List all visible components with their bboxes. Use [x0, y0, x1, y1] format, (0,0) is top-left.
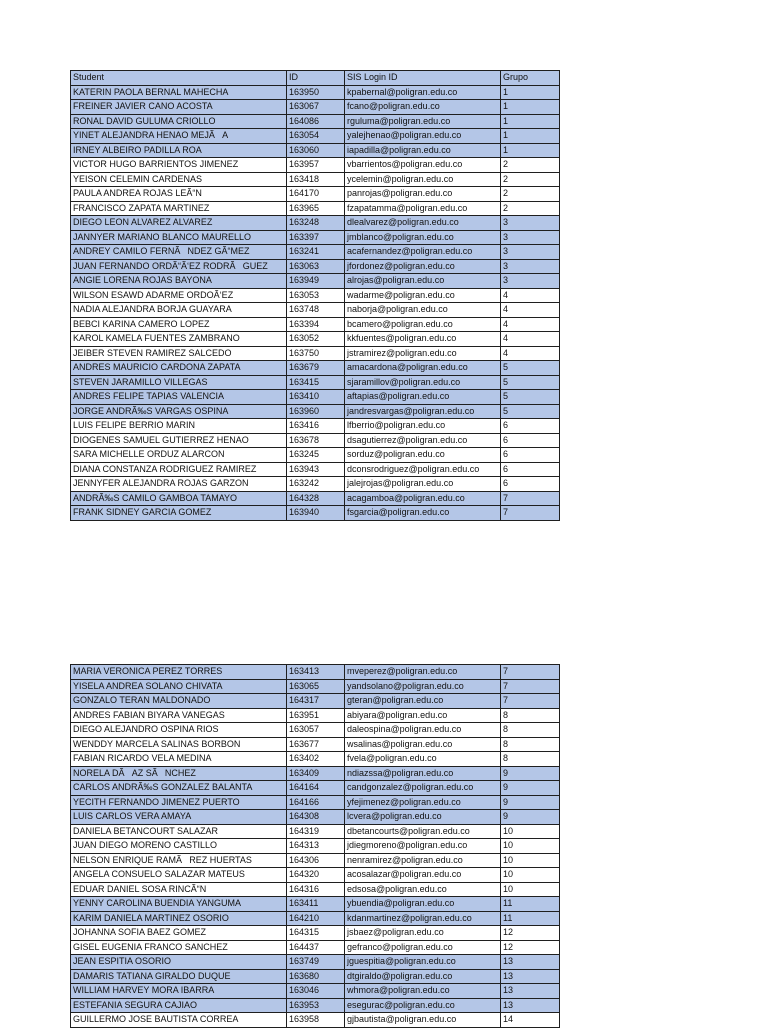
sis-login-cell: ndiazssa@poligran.edu.co	[345, 766, 501, 781]
student-name-cell: MARIA VERONICA PEREZ TORRES	[71, 665, 287, 680]
student-id-cell: 163951	[287, 708, 345, 723]
header-id: ID	[287, 71, 345, 86]
table-row	[71, 346, 560, 361]
student-name-cell: JOHANNA SOFIA BAEZ GOMEZ	[71, 926, 287, 941]
student-name-cell: LUIS FELIPE BERRIO MARIN	[71, 419, 287, 434]
grupo-cell: 1	[501, 85, 560, 100]
table-row	[71, 882, 560, 897]
student-id-cell: 163943	[287, 462, 345, 477]
grupo-cell: 14	[501, 1013, 560, 1028]
grupo-cell: 13	[501, 998, 560, 1013]
grupo-cell: 3	[501, 259, 560, 274]
student-name-cell: GISEL EUGENIA FRANCO SANCHEZ	[71, 940, 287, 955]
sis-login-cell: whmora@poligran.edu.co	[345, 984, 501, 999]
student-name-cell: DANIELA BETANCOURT SALAZAR	[71, 824, 287, 839]
student-id-cell: 164317	[287, 694, 345, 709]
student-name-cell: FRANCISCO ZAPATA MARTINEZ	[71, 201, 287, 216]
student-name-cell: GONZALO TERAN MALDONADO	[71, 694, 287, 709]
student-name-cell: DIEGO ALEJANDRO OSPINA RIOS	[71, 723, 287, 738]
sis-login-cell: jfordonez@poligran.edu.co	[345, 259, 501, 274]
student-name-cell: WILLIAM HARVEY MORA IBARRA	[71, 984, 287, 999]
table-row	[71, 766, 560, 781]
student-name-cell: EDUAR DANIEL SOSA RINCÃ“N	[71, 882, 287, 897]
table-row	[71, 810, 560, 825]
student-name-cell: DAMARIS TATIANA GIRALDO DUQUE	[71, 969, 287, 984]
table-row	[71, 491, 560, 506]
sis-login-cell: fvela@poligran.edu.co	[345, 752, 501, 767]
sis-login-cell: alrojas@poligran.edu.co	[345, 274, 501, 289]
roster-table-1	[70, 70, 560, 521]
table-row	[71, 462, 560, 477]
student-id-cell: 163245	[287, 448, 345, 463]
table-row	[71, 259, 560, 274]
student-id-cell: 163409	[287, 766, 345, 781]
student-name-cell: NORELA DÃAZ SÃNCHEZ	[71, 766, 287, 781]
student-id-cell: 163749	[287, 955, 345, 970]
student-name-cell: IRNEY ALBEIRO PADILLA ROA	[71, 143, 287, 158]
table-row	[71, 361, 560, 376]
student-name-cell: KATERIN PAOLA BERNAL MAHECHA	[71, 85, 287, 100]
sis-login-cell: jstramirez@poligran.edu.co	[345, 346, 501, 361]
grupo-cell: 2	[501, 158, 560, 173]
grupo-cell: 9	[501, 810, 560, 825]
grupo-cell: 2	[501, 187, 560, 202]
table-row	[71, 1013, 560, 1028]
table-row	[71, 404, 560, 419]
student-name-cell: YENNY CAROLINA BUENDIA YANGUMA	[71, 897, 287, 912]
student-name-cell: JUAN FERNANDO ORDÃ“Ã‘EZ RODRÃGUEZ	[71, 259, 287, 274]
student-name-cell: SARA MICHELLE ORDUZ ALARCON	[71, 448, 287, 463]
table-row	[71, 926, 560, 941]
table-row	[71, 477, 560, 492]
student-name-cell: STEVEN JARAMILLO VILLEGAS	[71, 375, 287, 390]
grupo-cell: 10	[501, 868, 560, 883]
grupo-cell: 7	[501, 665, 560, 680]
table-row	[71, 665, 560, 680]
student-id-cell: 163965	[287, 201, 345, 216]
sis-login-cell: jsbaez@poligran.edu.co	[345, 926, 501, 941]
student-name-cell: JUAN DIEGO MORENO CASTILLO	[71, 839, 287, 854]
table-row	[71, 708, 560, 723]
table-row	[71, 187, 560, 202]
sis-login-cell: acagamboa@poligran.edu.co	[345, 491, 501, 506]
grupo-cell: 10	[501, 824, 560, 839]
sis-login-cell: aftapias@poligran.edu.co	[345, 390, 501, 405]
sis-login-cell: dtgiraldo@poligran.edu.co	[345, 969, 501, 984]
student-id-cell: 163060	[287, 143, 345, 158]
grupo-cell: 4	[501, 317, 560, 332]
table-row	[71, 723, 560, 738]
student-id-cell: 163953	[287, 998, 345, 1013]
student-name-cell: NELSON ENRIQUE RAMÃREZ HUERTAS	[71, 853, 287, 868]
student-id-cell: 163418	[287, 172, 345, 187]
grupo-cell: 9	[501, 795, 560, 810]
table-row	[71, 172, 560, 187]
table-row	[71, 274, 560, 289]
sis-login-cell: jandresvargas@poligran.edu.co	[345, 404, 501, 419]
student-id-cell: 163242	[287, 477, 345, 492]
student-name-cell: JORGE ANDRÃ‰S VARGAS OSPINA	[71, 404, 287, 419]
grupo-cell: 12	[501, 926, 560, 941]
sis-login-cell: naborja@poligran.edu.co	[345, 303, 501, 318]
grupo-cell: 4	[501, 303, 560, 318]
sis-login-cell: lcvera@poligran.edu.co	[345, 810, 501, 825]
student-name-cell: RONAL DAVID GULUMA CRIOLLO	[71, 114, 287, 129]
student-name-cell: ANDRES MAURICIO CARDONA ZAPATA	[71, 361, 287, 376]
student-id-cell: 164210	[287, 911, 345, 926]
grupo-cell: 5	[501, 404, 560, 419]
student-name-cell: ANDRES FABIAN BIYARA VANEGAS	[71, 708, 287, 723]
student-id-cell: 163053	[287, 288, 345, 303]
student-name-cell: ANDRÃ‰S CAMILO GAMBOA TAMAYO	[71, 491, 287, 506]
sis-login-cell: esegurac@poligran.edu.co	[345, 998, 501, 1013]
student-id-cell: 163046	[287, 984, 345, 999]
student-id-cell: 164306	[287, 853, 345, 868]
table-row	[71, 216, 560, 231]
grupo-cell: 8	[501, 708, 560, 723]
grupo-cell: 3	[501, 274, 560, 289]
grupo-cell: 11	[501, 911, 560, 926]
student-name-cell: KAROL KAMELA FUENTES ZAMBRANO	[71, 332, 287, 347]
grupo-cell: 7	[501, 694, 560, 709]
student-id-cell: 163748	[287, 303, 345, 318]
student-id-cell: 163957	[287, 158, 345, 173]
sis-login-cell: vbarrientos@poligran.edu.co	[345, 158, 501, 173]
student-name-cell: PAULA ANDREA ROJAS LEÃ“N	[71, 187, 287, 202]
student-id-cell: 163960	[287, 404, 345, 419]
student-id-cell: 164086	[287, 114, 345, 129]
student-name-cell: FABIAN RICARDO VELA MEDINA	[71, 752, 287, 767]
grupo-cell: 2	[501, 201, 560, 216]
student-id-cell: 163949	[287, 274, 345, 289]
grupo-cell: 3	[501, 245, 560, 260]
grupo-cell: 7	[501, 679, 560, 694]
sis-login-cell: sjaramillov@poligran.edu.co	[345, 375, 501, 390]
student-name-cell: DIEGO LEON ALVAREZ ALVAREZ	[71, 216, 287, 231]
table-row	[71, 288, 560, 303]
table-row	[71, 245, 560, 260]
table-row	[71, 303, 560, 318]
table-row	[71, 839, 560, 854]
table-row	[71, 332, 560, 347]
grupo-cell: 11	[501, 897, 560, 912]
student-name-cell: GUILLERMO JOSE BAUTISTA CORREA	[71, 1013, 287, 1028]
table-row	[71, 955, 560, 970]
sis-login-cell: ycelemin@poligran.edu.co	[345, 172, 501, 187]
student-name-cell: JANNYER MARIANO BLANCO MAURELLO	[71, 230, 287, 245]
grupo-cell: 7	[501, 506, 560, 521]
student-name-cell: FREINER JAVIER CANO ACOSTA	[71, 100, 287, 115]
student-name-cell: BEBCI KARINA CAMERO LOPEZ	[71, 317, 287, 332]
student-id-cell: 163054	[287, 129, 345, 144]
student-id-cell: 164308	[287, 810, 345, 825]
sis-login-cell: yfejimenez@poligran.edu.co	[345, 795, 501, 810]
table-row	[71, 824, 560, 839]
grupo-cell: 8	[501, 737, 560, 752]
grupo-cell: 10	[501, 839, 560, 854]
student-name-cell: YISELA ANDREA SOLANO CHIVATA	[71, 679, 287, 694]
student-id-cell: 163052	[287, 332, 345, 347]
student-id-cell: 163410	[287, 390, 345, 405]
sis-login-cell: amacardona@poligran.edu.co	[345, 361, 501, 376]
grupo-cell: 1	[501, 129, 560, 144]
grupo-cell: 5	[501, 361, 560, 376]
student-id-cell: 163680	[287, 969, 345, 984]
student-name-cell: VICTOR HUGO BARRIENTOS JIMENEZ	[71, 158, 287, 173]
grupo-cell: 4	[501, 332, 560, 347]
sis-login-cell: daleospina@poligran.edu.co	[345, 723, 501, 738]
student-name-cell: YECITH FERNANDO JIMENEZ PUERTO	[71, 795, 287, 810]
table-row	[71, 984, 560, 999]
table-row	[71, 114, 560, 129]
grupo-cell: 1	[501, 143, 560, 158]
student-name-cell: ANGELA CONSUELO SALAZAR MATEUS	[71, 868, 287, 883]
student-name-cell: ANDRES FELIPE TAPIAS VALENCIA	[71, 390, 287, 405]
table-row	[71, 911, 560, 926]
student-name-cell: ANDREY CAMILO FERNÃNDEZ GÃ“MEZ	[71, 245, 287, 260]
table-row	[71, 679, 560, 694]
sis-login-cell: jalejrojas@poligran.edu.co	[345, 477, 501, 492]
grupo-cell: 1	[501, 114, 560, 129]
sis-login-cell: jguespitia@poligran.edu.co	[345, 955, 501, 970]
grupo-cell: 10	[501, 882, 560, 897]
table-row	[71, 419, 560, 434]
grupo-cell: 5	[501, 390, 560, 405]
sis-login-cell: candgonzalez@poligran.edu.co	[345, 781, 501, 796]
grupo-cell: 6	[501, 448, 560, 463]
sis-login-cell: fsgarcia@poligran.edu.co	[345, 506, 501, 521]
student-id-cell: 164170	[287, 187, 345, 202]
table-row	[71, 853, 560, 868]
sis-login-cell: edsosa@poligran.edu.co	[345, 882, 501, 897]
student-id-cell: 163411	[287, 897, 345, 912]
student-id-cell: 163248	[287, 216, 345, 231]
table-row	[71, 998, 560, 1013]
sis-login-cell: kdanmartinez@poligran.edu.co	[345, 911, 501, 926]
sis-login-cell: gefranco@poligran.edu.co	[345, 940, 501, 955]
sis-login-cell: acosalazar@poligran.edu.co	[345, 868, 501, 883]
student-name-cell: JEIBER STEVEN RAMIREZ SALCEDO	[71, 346, 287, 361]
table-row	[71, 940, 560, 955]
student-id-cell: 163958	[287, 1013, 345, 1028]
student-id-cell: 163416	[287, 419, 345, 434]
grupo-cell: 9	[501, 781, 560, 796]
student-id-cell: 163402	[287, 752, 345, 767]
table-row	[71, 506, 560, 521]
table-row	[71, 897, 560, 912]
table-row	[71, 448, 560, 463]
student-name-cell: KARIM DANIELA MARTINEZ OSORIO	[71, 911, 287, 926]
grupo-cell: 9	[501, 766, 560, 781]
sis-login-cell: dlealvarez@poligran.edu.co	[345, 216, 501, 231]
sis-login-cell: nenramirez@poligran.edu.co	[345, 853, 501, 868]
sis-login-cell: kkfuentes@poligran.edu.co	[345, 332, 501, 347]
table-row	[71, 737, 560, 752]
student-id-cell: 163397	[287, 230, 345, 245]
table-row	[71, 375, 560, 390]
sis-login-cell: wsalinas@poligran.edu.co	[345, 737, 501, 752]
grupo-cell: 6	[501, 433, 560, 448]
grupo-cell: 4	[501, 346, 560, 361]
sis-login-cell: gteran@poligran.edu.co	[345, 694, 501, 709]
header-row	[71, 71, 560, 86]
grupo-cell: 3	[501, 230, 560, 245]
sis-login-cell: wadarme@poligran.edu.co	[345, 288, 501, 303]
student-id-cell: 164315	[287, 926, 345, 941]
sis-login-cell: abiyara@poligran.edu.co	[345, 708, 501, 723]
table-row	[71, 100, 560, 115]
table-row	[71, 129, 560, 144]
table-row	[71, 317, 560, 332]
table-row	[71, 143, 560, 158]
student-id-cell: 163241	[287, 245, 345, 260]
student-id-cell: 163940	[287, 506, 345, 521]
student-id-cell: 163750	[287, 346, 345, 361]
sis-login-cell: dsagutierrez@poligran.edu.co	[345, 433, 501, 448]
grupo-cell: 10	[501, 853, 560, 868]
sis-login-cell: iapadilla@poligran.edu.co	[345, 143, 501, 158]
student-id-cell: 163067	[287, 100, 345, 115]
student-id-cell: 163057	[287, 723, 345, 738]
student-name-cell: WILSON ESAWD ADARME ORDOÃ‘EZ	[71, 288, 287, 303]
student-id-cell: 164320	[287, 868, 345, 883]
grupo-cell: 6	[501, 419, 560, 434]
sis-login-cell: dconsrodriguez@poligran.edu.co	[345, 462, 501, 477]
table-row	[71, 433, 560, 448]
table-row	[71, 85, 560, 100]
grupo-cell: 5	[501, 375, 560, 390]
table-row	[71, 795, 560, 810]
student-name-cell: DIOGENES SAMUEL GUTIERREZ HENAO	[71, 433, 287, 448]
sis-login-cell: lfberrio@poligran.edu.co	[345, 419, 501, 434]
sis-login-cell: acafernandez@poligran.edu.co	[345, 245, 501, 260]
grupo-cell: 1	[501, 100, 560, 115]
table-row	[71, 752, 560, 767]
table-row	[71, 230, 560, 245]
student-name-cell: YEISON CELEMIN CARDENAS	[71, 172, 287, 187]
sis-login-cell: dbetancourts@poligran.edu.co	[345, 824, 501, 839]
sis-login-cell: panrojas@poligran.edu.co	[345, 187, 501, 202]
student-name-cell: ESTEFANIA SEGURA CAJIAO	[71, 998, 287, 1013]
student-id-cell: 163063	[287, 259, 345, 274]
grupo-cell: 8	[501, 752, 560, 767]
table-row	[71, 694, 560, 709]
sis-login-cell: rguluma@poligran.edu.co	[345, 114, 501, 129]
table-row	[71, 201, 560, 216]
grupo-cell: 2	[501, 172, 560, 187]
sis-login-cell: jdiegmoreno@poligran.edu.co	[345, 839, 501, 854]
grupo-cell: 4	[501, 288, 560, 303]
student-id-cell: 164319	[287, 824, 345, 839]
grupo-cell: 12	[501, 940, 560, 955]
table-row	[71, 158, 560, 173]
sis-login-cell: mveperez@poligran.edu.co	[345, 665, 501, 680]
grupo-cell: 3	[501, 216, 560, 231]
table-row	[71, 781, 560, 796]
student-name-cell: DIANA CONSTANZA RODRIGUEZ RAMIREZ	[71, 462, 287, 477]
roster-table-2	[70, 664, 560, 1028]
student-id-cell: 164328	[287, 491, 345, 506]
grupo-cell: 6	[501, 462, 560, 477]
student-id-cell: 163950	[287, 85, 345, 100]
student-name-cell: ANGIE LORENA ROJAS BAYONA	[71, 274, 287, 289]
sis-login-cell: yalejhenao@poligran.edu.co	[345, 129, 501, 144]
student-id-cell: 163413	[287, 665, 345, 680]
sis-login-cell: kpabernal@poligran.edu.co	[345, 85, 501, 100]
sis-login-cell: gjbautista@poligran.edu.co	[345, 1013, 501, 1028]
student-id-cell: 163394	[287, 317, 345, 332]
student-name-cell: WENDDY MARCELA SALINAS BORBON	[71, 737, 287, 752]
grupo-cell: 13	[501, 969, 560, 984]
student-id-cell: 163679	[287, 361, 345, 376]
sis-login-cell: bcamero@poligran.edu.co	[345, 317, 501, 332]
header-student: Student	[71, 71, 287, 86]
grupo-cell: 7	[501, 491, 560, 506]
student-name-cell: JENNYFER ALEJANDRA ROJAS GARZON	[71, 477, 287, 492]
student-name-cell: CARLOS ANDRÃ‰S GONZALEZ BALANTA	[71, 781, 287, 796]
grupo-cell: 13	[501, 955, 560, 970]
student-name-cell: FRANK SIDNEY GARCIA GOMEZ	[71, 506, 287, 521]
sis-login-cell: fzapatamma@poligran.edu.co	[345, 201, 501, 216]
student-id-cell: 164164	[287, 781, 345, 796]
student-id-cell: 164313	[287, 839, 345, 854]
student-id-cell: 164166	[287, 795, 345, 810]
student-id-cell: 163415	[287, 375, 345, 390]
sis-login-cell: jmblanco@poligran.edu.co	[345, 230, 501, 245]
student-id-cell: 164316	[287, 882, 345, 897]
table-row	[71, 868, 560, 883]
header-sis-login-id: SIS Login ID	[345, 71, 501, 86]
header-grupo: Grupo	[501, 71, 560, 86]
student-name-cell: LUIS CARLOS VERA AMAYA	[71, 810, 287, 825]
grupo-cell: 8	[501, 723, 560, 738]
student-id-cell: 163065	[287, 679, 345, 694]
sis-login-cell: sorduz@poligran.edu.co	[345, 448, 501, 463]
student-name-cell: YINET ALEJANDRA HENAO MEJÃA	[71, 129, 287, 144]
student-id-cell: 163678	[287, 433, 345, 448]
grupo-cell: 6	[501, 477, 560, 492]
sis-login-cell: ybuendia@poligran.edu.co	[345, 897, 501, 912]
student-id-cell: 164437	[287, 940, 345, 955]
sis-login-cell: yandsolano@poligran.edu.co	[345, 679, 501, 694]
table-row	[71, 390, 560, 405]
table-row	[71, 969, 560, 984]
sis-login-cell: fcano@poligran.edu.co	[345, 100, 501, 115]
student-name-cell: JEAN ESPITIA OSORIO	[71, 955, 287, 970]
student-id-cell: 163677	[287, 737, 345, 752]
student-name-cell: NADIA ALEJANDRA BORJA GUAYARA	[71, 303, 287, 318]
grupo-cell: 13	[501, 984, 560, 999]
